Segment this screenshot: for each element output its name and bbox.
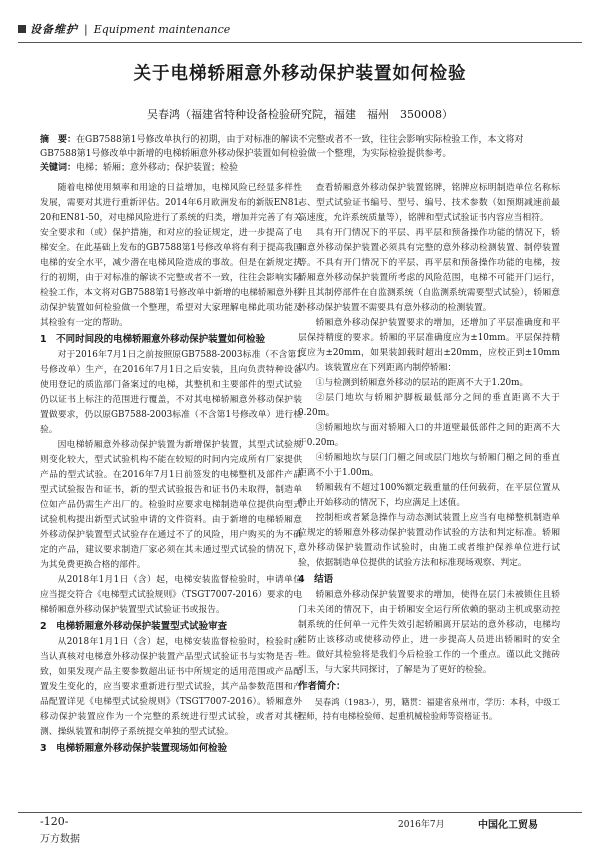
article-title: 关于电梯轿厢意外移动保护装置如何检验 [133,64,467,84]
keywords-label: 关键词： [40,163,77,173]
paragraph: 轿厢意外移动保护装置要求的增加，还增加了平层准确度和平层保持精度的要求。轿厢的平层准确度应为±10mm。平层保持精度应为±20mm，如果装卸载时超出±20mm，应校正到±10mm以内。该装置应在下列距离内制停轿厢： [298,318,560,373]
footer-rule [18,812,582,813]
paragraph: 随着电梯使用频率和用途的日益增加，电梯风险已经显多样性发展，需要对其进行重新评估。2014年6月欧洲发布的新版EN81-20和EN81-50，对电梯风险进行了系统的归类，增加并完善了有关安全要求和（或）保护措施，和对应的验证规定，进一步提高了电梯安全。在此基础上发布的GB7588第1号修改单将有利于提高我国电梯的安全水平，减少潜在电梯风险造成的事故。但是在新规定执行的初期，由于对标准的解读不完整或者不一致，往往会影响实际检验工作，本文将对GB7588第1号修改单中新增的电梯轿厢意外移动保护装置如何检验做一个整理，希望对大家理解电梯此项功能及其检验有一定的帮助。 [40,183,302,328]
keywords-text: 电梯；轿厢；意外移动；保护装置；检验 [76,163,239,173]
list-item: ①与检测到轿厢意外移动的层站的距离不大于1.20m。 [315,378,529,388]
journal-name: 中国化工贸易 [478,820,538,831]
paragraph: 从2018年1月1日（含）起，电梯安装监督检验时，检验时应当认真核对电梯意外移动保护装置产品型式试验证书与实物是否一致，如果发现产品主要参数超出证书中所规定的适用范围或产品配置发生变化的，应当要求重新进行型式试验，其产品参数范围和产品配置详见《电梯型式试验规则》（TSGT7007-2016）。轿厢意外移动保护装置应作为一个完整的系统进行型式试验，或者对其检测、操纵装置和制停子系统提交单独的型式试验。 [40,637,302,737]
bio-heading: 作者简介： [298,681,346,692]
list-item: ③轿厢地坎与面对轿厢入口的井道壁最低部件之间的距离不大于0.20m。 [298,423,560,448]
header-section-cn: 设备维护 [30,23,78,36]
wanfang-mark: 万方数据 [40,834,80,845]
abstract-label: 摘 要： [40,135,77,145]
paragraph: 从2018年1月1日（含）起，电梯安装监督检验时，申请单位应当提交符合《电梯型式试验规则》（TSGT7007-2016）要求的电梯轿厢意外移动保护装置型式试验证书或报告。 [40,575,302,615]
paragraph: 轿厢意外移动保护装置要求的增加，使得在层门未被锁住且轿门未关闭的情况下，由于轿厢安全运行所依赖的驱动主机或驱动控制系统的任何单一元件失效引起轿厢离开层站的意外移动，电梯均能防止该移动或使移动停止，进一步提高人员进出轿厢时的安全性。做好其检验将是我们今后检验工作的一个重点。谨以此文抛砖引玉，与大家共同探讨，了解是为了更好的检验。 [298,590,560,675]
paragraph: 控制柜或者紧急操作与动态测试装置上应当有电梯整机制造单位规定的轿厢意外移动保护装置动作试验的方法和判定标准。轿厢意外移动保护装置动作试验时，由施工或者维护保养单位进行试验，依据制造单位提供的试验方法和标准现场观察、判定。 [298,513,560,568]
left-column [40,181,302,811]
paragraph: 查看轿厢意外移动保护装置铭牌，铭牌应标明制造单位名称标志、型式试验证书编号、型号、编号、技术参数（如预期减速前最高速度，允许系统质量等），铭牌和型式试验证书内容应当相符。 [298,183,560,223]
section-heading: 1 不同时间段的电梯轿厢意外移动保护装置如何检验 [40,334,266,345]
paragraph: 具有开门情况下的平层、再平层和预备操作功能的情况下，轿厢意外移动保护装置必须具有完整的意外移动检测装置、制停装置等。不具有开门情况下的平层、再平层和预备操作功能的电梯，按轿厢意外移动保护装置所考虑的风险范围，电梯不可能开门运行，并且其制停部件在自监测系统（自监测系统需要型式试验），轿厢意外移动保护装置不需要具有意外移动的检测装置。 [298,228,560,313]
running-header [18,18,582,40]
header-divider: | [84,22,88,36]
square-bullet-icon [18,25,26,33]
list-item: ④轿厢地坎与层门门楣之间或层门地坎与轿厢门楣之间的垂直距离不小于1.00m。 [298,453,560,478]
right-column [298,181,560,811]
section-heading: 3 电梯轿厢意外移动保护装置现场如何检验 [40,743,228,754]
abstract-text: 在GB7588第1号修改单执行的初期，由于对标准的解读不完整或者不一致，往往会影响实际检验工作，本文将对GB7588第1号修改单中新增的电梯轿厢意外移动保护装置如何检验做一个整理，为实际检验提供参考。 [40,135,524,159]
list-item: ②层门地坎与轿厢护脚板最低部分之间的垂直距离不大于0.20m。 [298,393,560,418]
section-heading: 4 结语 [298,574,334,585]
paragraph: 轿厢载有不超过100%额定载重量的任何载荷，在平层位置从静止开始移动的情况下，均应满足上述值。 [298,483,560,508]
header-rule [18,42,582,43]
header-section-en: Equipment maintenance [93,22,231,36]
issue-date: 2016年7月 [398,820,445,830]
page-number: -120- [40,815,69,828]
paragraph: 因电梯轿厢意外移动保护装置为新增保护装置，其型式试验规则变化较大，型式试验机构不能在较短的时间内完成所有厂家提供产品的型式试验。在2016年7月1日前签发的电梯整机及部件产品型式试验报告和证书，新的型式试验报告和证书仍未取得，制造单位如产品仍需生产出厂的。检验时应要求电梯制造单位提供向型式试验机构提出新型式试验申请的文件资料。由于新增的电梯轿厢意外移动保护装置型式试验存在通过不了的风险，用户购买的为不确定的产品，建议要求制造厂家必须在其未通过型式试验的情况下，为其免费更换合格的部件。 [40,440,302,570]
abstract-block [40,133,560,175]
paragraph: 对于2016年7月1日之前按照原GB7588-2003标准（不含第1号修改单）生产，在2016年7月1日之后安装，且向负责特种设备使用登记的质监部门备案过的电梯，其整机和主要部件的型式试验仍以证书上标注的范围进行覆盖，不对其电梯轿厢意外移动保护装置做要求，仍以原GB7588-2003标准（不含第1号修改单）进行检验。 [40,350,302,435]
author-line: 吴春鸿（福建省特种设备检验研究院，福建 福州 350008） [147,108,453,121]
section-heading: 2 电梯轿厢意外移动保护装置型式试验审查 [40,621,228,632]
author-bio: 吴春鸿（1983-），男，籍贯：福建省泉州市，学历：本科，中级工程师，持有电梯检验师、起重机械检验师等资格证书。 [298,697,560,721]
